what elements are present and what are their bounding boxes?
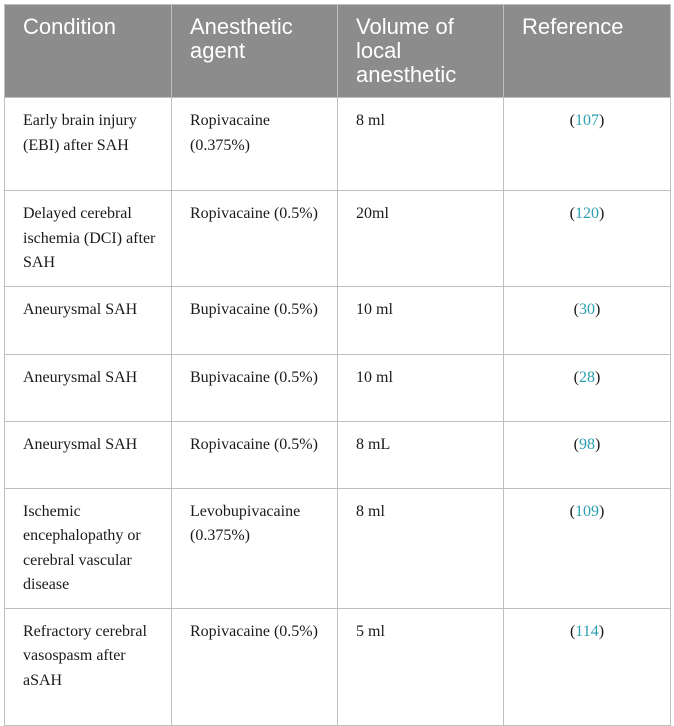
reference-cell (504, 286, 671, 354)
condition-cell: Refractory cerebral vasospasm after aSAH (5, 608, 172, 725)
table-row (5, 191, 671, 287)
reference-cell (504, 191, 671, 287)
condition-cell: Delayed cerebral ischemia (DCI) after SAH (5, 191, 172, 287)
volume-cell: 5 ml (338, 608, 504, 725)
reference-open-paren: ( (573, 368, 579, 386)
reference-close-paren: ) (599, 502, 605, 520)
reference-cell (504, 421, 671, 488)
reference-open-paren: ( (569, 112, 575, 129)
reference-open-paren: ( (573, 435, 579, 453)
volume-cell: 8 ml (338, 488, 504, 608)
table-row (5, 98, 671, 191)
agent-cell: Bupivacaine (0.5%) (172, 286, 338, 354)
anesthetic-table (4, 4, 671, 726)
header-condition: Condition (5, 5, 172, 98)
reference-link[interactable]: 107 (575, 112, 599, 129)
reference-close-paren: ) (599, 112, 605, 129)
agent-cell: Ropivacaine (0.5%) (172, 191, 338, 287)
condition-cell: Early brain injury (EBI) after SAH (5, 98, 172, 191)
table-row (5, 488, 671, 608)
table-row (5, 608, 671, 725)
header-row (5, 5, 671, 98)
volume-cell: 10 ml (338, 286, 504, 354)
table-row (5, 421, 671, 488)
reference-close-paren: ) (599, 205, 605, 222)
reference-link[interactable]: 114 (575, 622, 599, 640)
table-row (5, 286, 671, 354)
reference-close-paren: ) (598, 622, 605, 640)
agent-cell: Ropivacaine (0.5%) (172, 608, 338, 725)
reference-link[interactable]: 120 (575, 205, 599, 222)
agent-cell: Ropivacaine (0.375%) (172, 98, 338, 191)
agent-cell: Levobupivacaine (0.375%) (172, 488, 338, 608)
condition-cell: Ischemic encephalopathy or cerebral vascular disease (5, 488, 172, 608)
condition-cell: Aneurysmal SAH (5, 421, 172, 488)
reference-cell (504, 488, 671, 608)
header-volume: Volume of local anesthetic (338, 5, 504, 98)
condition-cell: Aneurysmal SAH (5, 286, 172, 354)
table-row (5, 354, 671, 421)
reference-open-paren: ( (569, 502, 575, 520)
reference-close-paren: ) (595, 368, 601, 386)
reference-link[interactable]: 109 (575, 502, 599, 520)
condition-cell: Aneurysmal SAH (5, 354, 172, 421)
reference-link[interactable]: 30 (579, 300, 595, 318)
header-reference: Reference (504, 5, 671, 98)
reference-cell (504, 98, 671, 191)
reference-link[interactable]: 98 (579, 435, 595, 453)
volume-cell: 8 ml (338, 98, 504, 191)
reference-close-paren: ) (595, 435, 601, 453)
header-anesthetic-agent: Anesthetic agent (172, 5, 338, 98)
reference-open-paren: ( (569, 622, 576, 640)
agent-cell: Ropivacaine (0.5%) (172, 421, 338, 488)
reference-cell (504, 354, 671, 421)
volume-cell: 8 mL (338, 421, 504, 488)
volume-cell: 20ml (338, 191, 504, 287)
reference-open-paren: ( (573, 300, 579, 318)
reference-link[interactable]: 28 (579, 368, 595, 386)
reference-open-paren: ( (569, 205, 575, 222)
reference-cell (504, 608, 671, 725)
reference-close-paren: ) (595, 300, 601, 318)
volume-cell: 10 ml (338, 354, 504, 421)
agent-cell: Bupivacaine (0.5%) (172, 354, 338, 421)
